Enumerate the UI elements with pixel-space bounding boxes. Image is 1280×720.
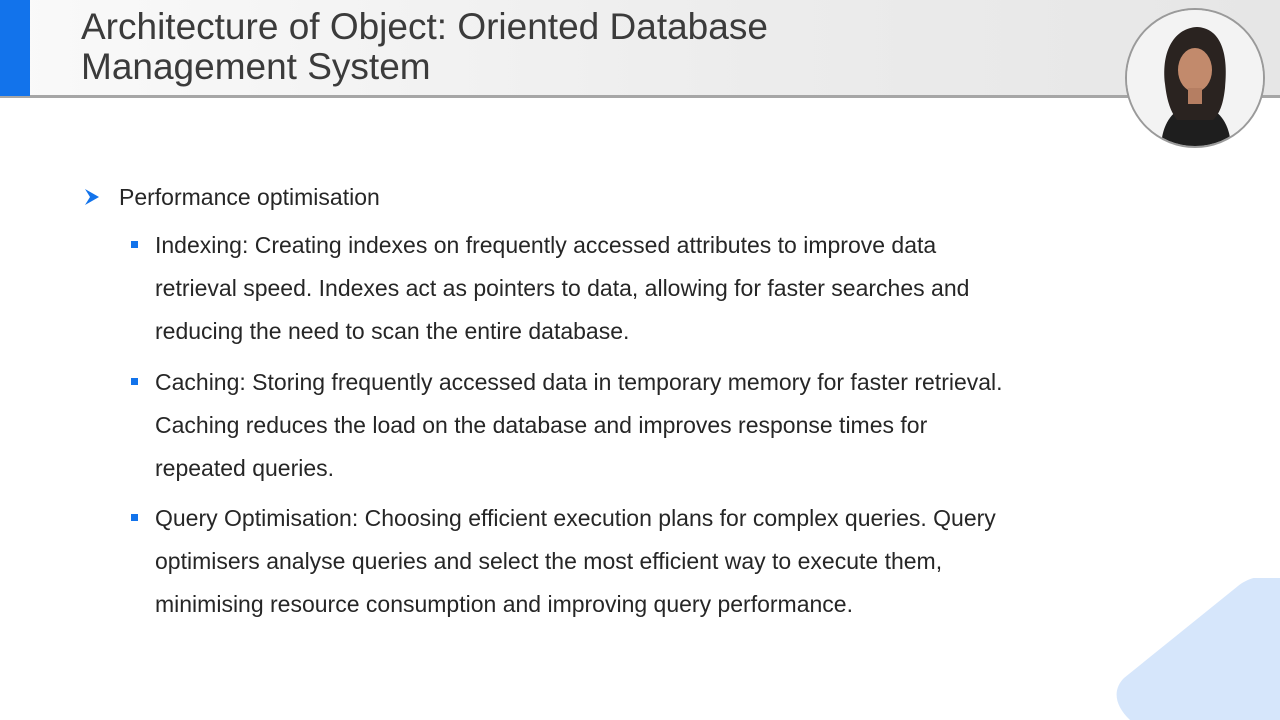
decorative-corner-shape bbox=[1110, 578, 1280, 720]
square-bullet-icon bbox=[131, 378, 138, 385]
line: reducing the need to scan the entire database. bbox=[155, 318, 630, 344]
line: Query Optimisation: Choosing efficient execution plans for complex queries. Query bbox=[155, 505, 996, 531]
line: repeated queries. bbox=[155, 455, 335, 481]
line: retrieval speed. Indexes act as pointers to data, allowing for faster searches and bbox=[155, 275, 970, 301]
line: Caching reduces the load on the database and improves response times for bbox=[155, 412, 928, 438]
line: Indexing: Creating indexes on frequently accessed attributes to improve data bbox=[155, 232, 937, 258]
line: Caching: Storing frequently accessed data in temporary memory for faster retrieval. bbox=[155, 369, 1003, 395]
bullet-text-performance: Performance optimisation bbox=[119, 184, 380, 210]
arrowhead-bullet-icon bbox=[84, 188, 100, 206]
subbullet-text bbox=[155, 497, 1145, 626]
line: minimising resource consumption and improving query performance. bbox=[155, 591, 853, 617]
title-line-1: Architecture of Object: Oriented Database bbox=[81, 6, 768, 47]
line: optimisers analyse queries and select the most efficient way to execute them, bbox=[155, 548, 943, 574]
square-bullet-icon bbox=[131, 241, 138, 248]
subbullet-text bbox=[155, 224, 1145, 353]
subbullet-text bbox=[155, 361, 1145, 490]
square-bullet-icon bbox=[131, 514, 138, 521]
title-line-2: Management System bbox=[81, 46, 431, 87]
